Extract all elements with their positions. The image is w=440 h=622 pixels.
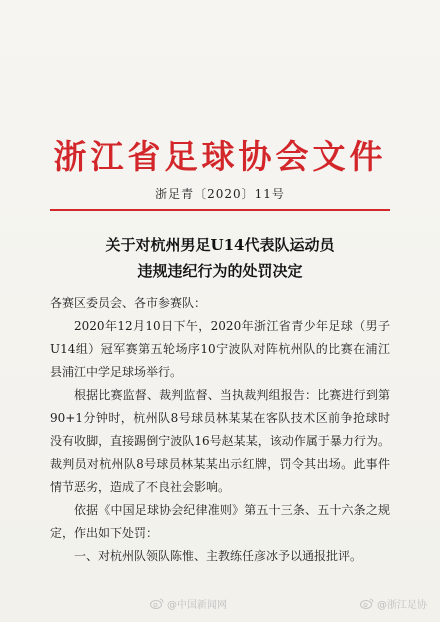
watermark-left <box>150 596 227 611</box>
document-body <box>50 292 390 568</box>
watermark-left-text: @中国新闻网 <box>167 600 227 611</box>
document-header-title: 浙江省足球协会文件 <box>53 137 387 176</box>
watermark-right <box>360 596 427 611</box>
weibo-icon <box>360 598 374 609</box>
body-paragraph: 依据《中国足球协会纪律准则》第五十三条、五十六条之规定，作出如下处罚： <box>50 503 390 540</box>
body-paragraph: 根据比赛监督、裁判监督、当执裁判组报告：比赛进行到第90+1分钟时，杭州队8号球员林某某在客队技术区前争抢球时没有收脚，直接踢倒宁波队16号赵某某，该动作属于暴力行为。裁判员对杭州队8号球员林某某出示红牌，罚令其出场。此事件情节恶劣，造成了不良社会影响。 <box>50 388 390 494</box>
document-number: 浙足青〔2020〕11号 <box>155 187 285 201</box>
weibo-icon <box>150 598 164 609</box>
document-subject <box>0 232 440 284</box>
body-paragraph: 一、对杭州队领队陈惟、主教练任彦冰予以通报批评。 <box>74 549 363 563</box>
watermark-right-text: @浙江足协 <box>377 600 427 611</box>
body-paragraph: 2020年12月10日下午，2020年浙江省青少年足球（男子U14组）冠军赛第五轮场序10宁波队对阵杭州队的比赛在浦江县浦江中学足球场举行。 <box>50 319 390 379</box>
subject-line-1: 关于对杭州男足U14代表队运动员 <box>105 236 335 254</box>
header-divider <box>50 209 390 211</box>
salutation: 各赛区委员会、各市参赛队： <box>50 296 207 310</box>
subject-line-2: 违规违纪行为的处罚决定 <box>137 262 303 280</box>
